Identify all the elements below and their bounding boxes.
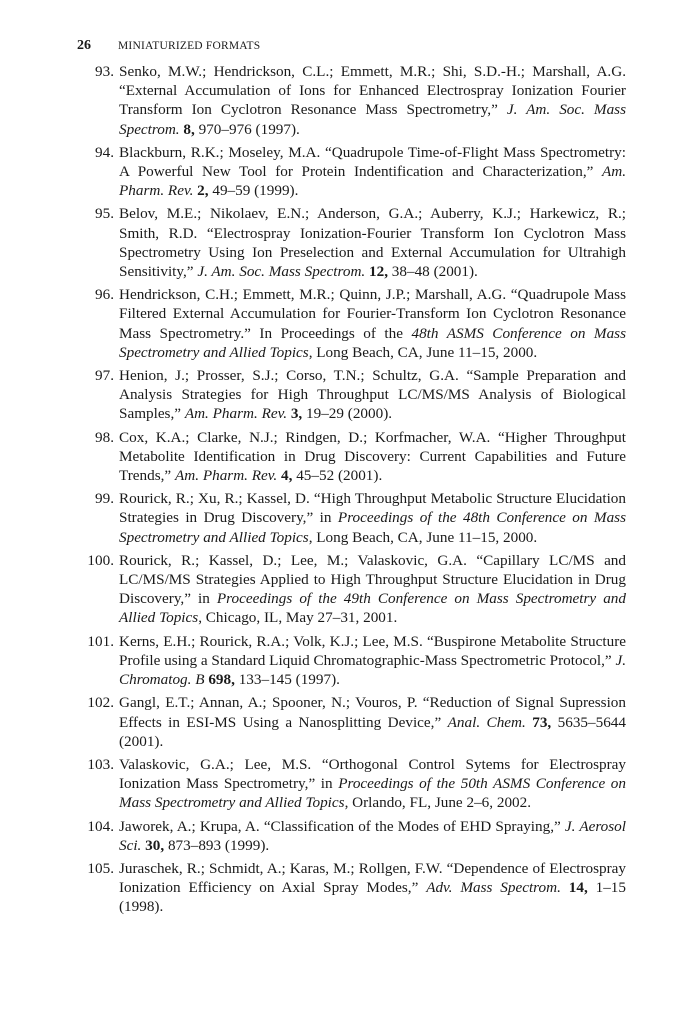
reference-run: Henion, J.; Prosser, S.J.; Corso, T.N.; Schultz, G.A. “Sample Preparation and Analysis Strategies for High Throughput LC/MS/MS Analysis of Biological Samples,”	[119, 367, 626, 423]
reference-number: 95.	[95, 205, 114, 223]
reference-italic-run: J. Am. Soc. Mass Spectrom.	[119, 101, 626, 138]
reference-number: 93.	[95, 63, 114, 80]
reference-run: Rourick, R.; Kassel, D.; Lee, M.; Valaskovic, G.A. “Capillary LC/MS and LC/MS/MS Strategies Applied to High Throughput Structure Elucidation in Drug Discovery,” in	[119, 551, 626, 608]
reference-number: 102.	[87, 694, 114, 712]
reference-number: 105.	[87, 859, 114, 877]
reference-italic-run: Anal. Chem.	[447, 713, 526, 731]
reference-bold-run: 73,	[532, 713, 552, 731]
reference-text	[119, 693, 626, 751]
page-header	[77, 38, 260, 54]
reference-item	[77, 204, 626, 281]
reference-run: Belov, M.E.; Nikolaev, E.N.; Anderson, G.A.; Auberry, K.J.; Harkewicz, R.; Smith, R.D. “Electrospray Ionization-Fourier Transform Ion Cyclotron Mass Spectrometry Using Ion Preselection and External Accumulation for Ultrahigh Sensitivity,”	[119, 205, 626, 281]
reference-italic-run: Proceedings of the 48th Conference on Mass Spectrometry and Allied Topics	[119, 509, 626, 546]
reference-number: 98.	[95, 428, 114, 446]
reference-italic-run: J. Am. Soc. Mass Spectrom.	[197, 263, 366, 281]
reference-run: Juraschek, R.; Schmidt, A.; Karas, M.; Rollgen, F.W. “Dependence of Electrospray Ionization Efficiency on Axial Spray Modes,”	[119, 859, 626, 897]
reference-item	[77, 428, 626, 486]
reference-run: , Chicago, IL, May 27–31, 2001.	[198, 609, 398, 627]
reference-italic-run: Am. Pharm. Rev.	[174, 467, 278, 485]
reference-text	[119, 143, 626, 201]
reference-run: Rourick, R.; Xu, R.; Kassel, D. “High Throughput Metabolic Structure Elucidation Strategies in Drug Discovery,” in	[119, 490, 626, 527]
reference-list	[77, 62, 626, 921]
reference-bold-run: 30,	[145, 836, 165, 854]
reference-item	[77, 693, 626, 751]
reference-run: 1–15 (1998).	[119, 879, 626, 916]
reference-number: 96.	[95, 286, 114, 304]
reference-item	[77, 62, 626, 139]
reference-item	[77, 143, 626, 201]
reference-run: , Orlando, FL, June 2–6, 2002.	[344, 794, 532, 812]
reference-bold-run: 698,	[208, 671, 235, 689]
reference-bold-run: 12,	[369, 263, 388, 281]
running-title: MINIATURIZED FORMATS	[118, 40, 261, 52]
reference-run: Blackburn, R.K.; Moseley, M.A. “Quadrupole Time-of-Flight Mass Spectrometry: A Powerful New Tool for Protein Indentification and Characterization,”	[119, 143, 626, 181]
reference-item	[77, 551, 626, 628]
reference-italic-run: Proceedings of the 50th ASMS Conference on Mass Spectrometry and Allied Topics	[119, 775, 626, 812]
reference-run: Jaworek, A.; Krupa, A. “Classification of the Modes of EHD Spraying,”	[119, 817, 565, 835]
reference-text	[119, 285, 626, 362]
reference-run: 45–52 (2001).	[292, 467, 383, 485]
reference-run: 133–145 (1997).	[234, 671, 340, 689]
reference-italic-run: Proceedings of the 49th Conference on Mass Spectrometry and Allied Topics	[119, 590, 626, 627]
reference-run: Senko, M.W.; Hendrickson, C.L.; Emmett, M.R.; Shi, S.D.-H.; Marshall, A.G. “External Accumulation of Ions for Enhanced Electrospray Ionization Fourier Transform Ion Cyclotron Resonance Mass Spectrometry,”	[119, 63, 626, 119]
reference-text	[119, 489, 626, 547]
reference-text	[119, 62, 626, 139]
reference-text	[119, 204, 626, 281]
reference-item	[77, 859, 626, 917]
reference-item	[77, 755, 626, 813]
reference-run: , Long Beach, CA, June 11–15, 2000.	[308, 343, 538, 361]
reference-bold-run: 8,	[183, 120, 195, 138]
reference-italic-run: Am. Pharm. Rev.	[184, 405, 288, 423]
page-number: 26	[77, 38, 91, 53]
reference-item	[77, 632, 626, 690]
reference-run: 5635–5644 (2001).	[119, 713, 626, 750]
reference-number: 100.	[87, 551, 114, 569]
reference-run: Gangl, E.T.; Annan, A.; Spooner, N.; Vouros, P. “Reduction of Signal Supression Effects in ESI-MS Using a Nanosplitting Device,”	[119, 694, 626, 731]
reference-italic-run: Am. Pharm. Rev.	[119, 163, 626, 200]
reference-text	[119, 817, 626, 855]
reference-run: Kerns, E.H.; Rourick, R.A.; Volk, K.J.; Lee, M.S. “Buspirone Metabolite Structure Profile using a Standard Liquid Chromatographic-Mass Spectrometric Protocol,”	[119, 632, 626, 669]
reference-number: 101.	[87, 632, 114, 650]
reference-run	[561, 879, 569, 896]
reference-run: Hendrickson, C.H.; Emmett, M.R.; Quinn, J.P.; Marshall, A.G. “Quadrupole Mass Filtered External Accumulation for Fourier-Transform Ion Cyclotron Resonance Mass Spectrometry.” In Proceedings of the	[119, 286, 626, 342]
reference-italic-run: J. Chromatog. B	[119, 651, 626, 689]
reference-italic-run: 48th ASMS Conference on Mass Spectrometry and Allied Topics	[119, 324, 626, 361]
reference-item	[77, 366, 626, 424]
reference-run: 970–976 (1997).	[194, 120, 300, 138]
reference-text	[119, 859, 626, 917]
reference-item	[77, 285, 626, 362]
reference-run: 38–48 (2001).	[388, 263, 478, 281]
reference-text	[119, 366, 626, 424]
reference-run: Cox, K.A.; Clarke, N.J.; Rindgen, D.; Korfmacher, W.A. “Higher Throughput Metabolite Identification in Drug Discovery: Current Capabilities and Future Trends,”	[119, 428, 626, 485]
reference-bold-run: 14,	[568, 879, 588, 897]
reference-number: 103.	[87, 755, 114, 773]
reference-run: , Long Beach, CA, June 11–15, 2000.	[308, 528, 538, 546]
reference-text	[119, 632, 626, 690]
reference-run: 873–893 (1999).	[164, 836, 270, 854]
reference-number: 94.	[95, 143, 114, 161]
reference-run: Valaskovic, G.A.; Lee, M.S. “Orthogonal Control Sytems for Electrospray Ionization Mass Spectrometry,” in	[119, 755, 626, 793]
reference-text	[119, 755, 626, 813]
reference-number: 99.	[95, 490, 114, 508]
reference-number: 97.	[95, 367, 114, 385]
reference-bold-run: 4,	[281, 467, 293, 485]
reference-text	[119, 428, 626, 486]
reference-number: 104.	[87, 817, 114, 835]
reference-bold-run: 2,	[197, 182, 209, 200]
reference-run: 49–59 (1999).	[208, 182, 299, 200]
reference-item	[77, 817, 626, 855]
reference-run: 19–29 (2000).	[302, 405, 393, 423]
reference-italic-run: J. Aerosol Sci.	[119, 817, 626, 854]
reference-bold-run: 3,	[290, 405, 303, 423]
reference-item	[77, 489, 626, 547]
reference-italic-run: Adv. Mass Spectrom.	[426, 879, 561, 897]
reference-text	[119, 551, 626, 628]
